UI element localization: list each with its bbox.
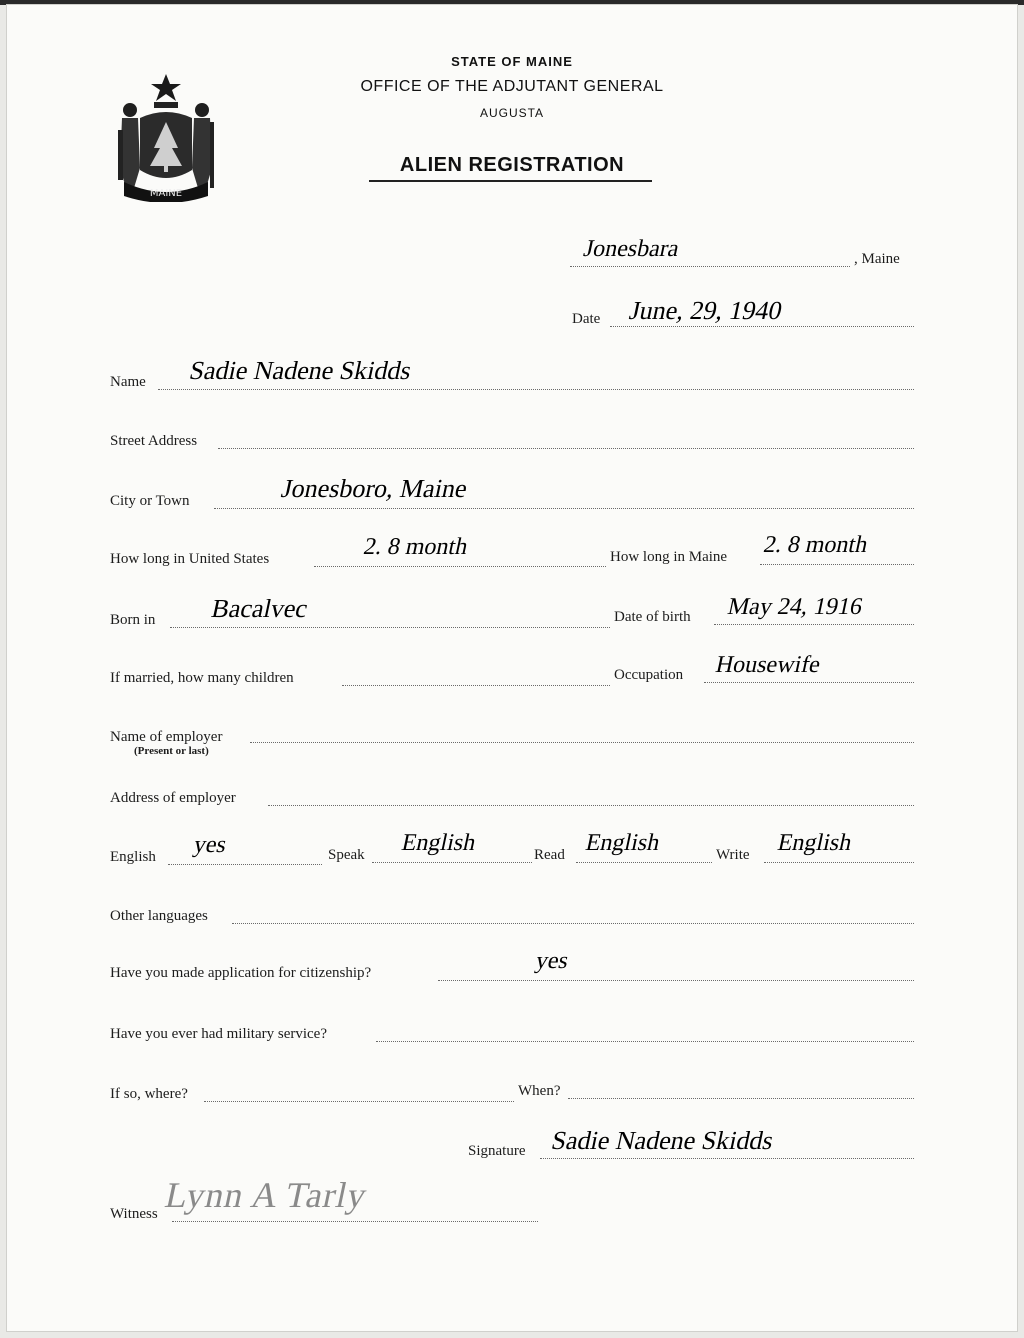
read-value: English (583, 830, 663, 856)
state-heading: STATE OF MAINE (451, 54, 573, 69)
signature-label: Signature (468, 1143, 526, 1159)
office-heading: OFFICE OF THE ADJUTANT GENERAL (360, 78, 664, 95)
employer-address-label: Address of employer (110, 790, 236, 806)
english-line (168, 864, 322, 865)
read-label: Read (534, 847, 565, 863)
english-value: yes (191, 832, 229, 858)
born-value: Bacalvec (209, 594, 311, 623)
city-label: City or Town (110, 493, 190, 509)
form-title: ALIEN REGISTRATION (399, 154, 625, 176)
military-line (376, 1041, 914, 1042)
when-line (568, 1098, 914, 1099)
date-value: June, 29, 1940 (627, 296, 785, 325)
where-label: If so, where? (110, 1086, 188, 1102)
citizenship-line (438, 980, 914, 981)
signature-line (540, 1158, 914, 1159)
place-line (570, 266, 850, 267)
children-label: If married, how many children (110, 670, 294, 686)
employer-address-line (268, 805, 914, 806)
maine-line (760, 564, 914, 565)
citizenship-label: Have you made application for citizenship? (110, 965, 372, 981)
name-line (158, 389, 914, 390)
us-value: 2. 8 month (361, 534, 471, 560)
write-label: Write (716, 847, 750, 863)
maine-label: How long in Maine (610, 549, 728, 565)
born-line (170, 627, 610, 628)
when-label: When? (518, 1083, 561, 1099)
witness-line (172, 1221, 538, 1222)
dob-label: Date of birth (614, 609, 691, 625)
name-value: Sadie Nadene Skidds (187, 356, 415, 385)
date-line (610, 326, 914, 327)
dob-value: May 24, 1916 (725, 594, 865, 620)
read-line (576, 862, 712, 863)
write-line (764, 862, 914, 863)
occupation-label: Occupation (614, 667, 684, 683)
maine-value: 2. 8 month (761, 532, 871, 558)
dob-line (714, 624, 914, 625)
us-label: How long in United States (110, 551, 270, 567)
military-label: Have you ever had military service? (110, 1026, 327, 1042)
place-value: Jonesbara (581, 236, 682, 262)
employer-sublabel: (Present or last) (134, 745, 209, 757)
city-line (214, 508, 914, 509)
date-label: Date (572, 311, 601, 327)
occupation-line (704, 682, 914, 683)
speak-line (372, 862, 532, 863)
employer-line (250, 742, 914, 743)
other-languages-label: Other languages (110, 908, 208, 924)
born-label: Born in (110, 612, 156, 628)
street-line (218, 448, 914, 449)
other-languages-line (232, 923, 914, 924)
citizenship-value: yes (533, 948, 571, 974)
svg-text:MAINE: MAINE (149, 188, 183, 199)
speak-value: English (399, 830, 479, 856)
place-suffix: , Maine (854, 251, 900, 267)
city-value: Jonesboro, Maine (279, 474, 471, 503)
where-line (204, 1101, 514, 1102)
street-label: Street Address (110, 433, 198, 449)
alien-registration-form (6, 4, 1018, 1332)
us-line (314, 566, 606, 567)
employer-label: Name of employer (110, 729, 223, 745)
signature-value: Sadie Nadene Skidds (549, 1126, 777, 1155)
speak-label: Speak (328, 847, 365, 863)
title-underline (369, 180, 652, 182)
children-line (342, 685, 610, 686)
occupation-value: Housewife (713, 652, 823, 678)
witness-label: Witness (110, 1206, 158, 1222)
write-value: English (775, 830, 855, 856)
name-label: Name (110, 374, 146, 390)
witness-value: Lynn A Tarly (161, 1175, 372, 1215)
english-label: English (110, 849, 156, 865)
city-heading: AUGUSTA (479, 106, 545, 120)
